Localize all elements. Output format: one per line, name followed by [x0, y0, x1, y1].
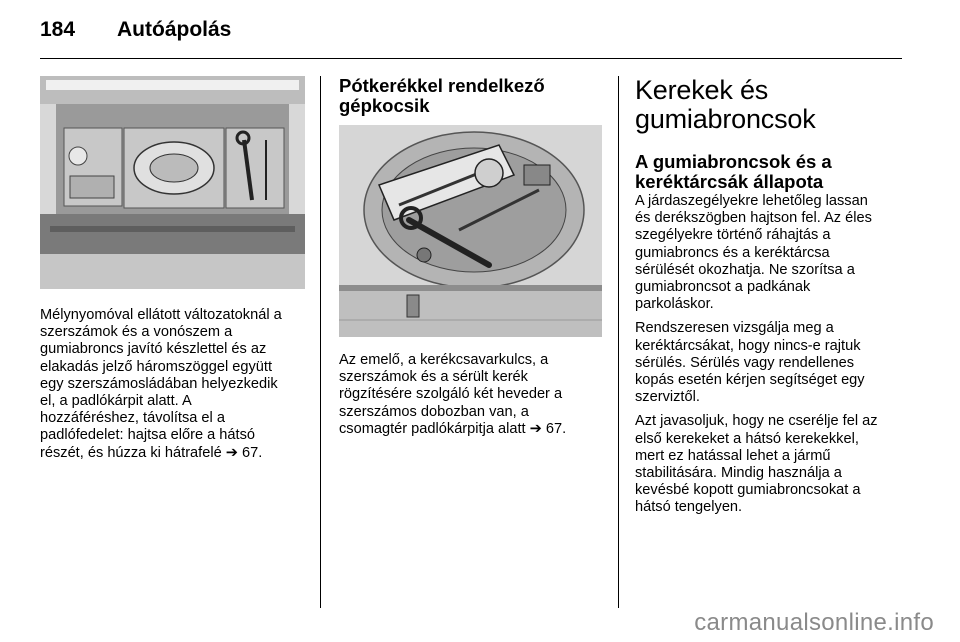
paragraph-inspect-rims: Rendszeresen vizsgálja meg a keréktárcsákat, hogy nincs-e rajtuk sérülés. Sérülés vagy rendellenes kopás esetén kérjen segítséget egy szerviztől.: [635, 320, 865, 406]
watermark: carmanualsonline.info: [694, 609, 934, 636]
left-figure-caption: Mélynyomóval ellátott változatoknál a szerszámok és a vonószem a gumiabroncs javító készlettel és az elakadás jelző háromszöggel együtt egy szerszámosládában helyezkedik el, a padlókárpit alatt. A hozzáféréshez, távolítsa el a padlófedelet: hajtsa előre a hátsó részét, és húzza ki hátrafelé ➔ 67.: [40, 307, 282, 461]
left-column: [40, 76, 305, 462]
middle-figure-caption: Az emelő, a kerékcsavarkulcs, a szerszámok és a sérült kerék rögzítésére szolgáló két heveder a szerszámos dobozban van, a csomagtér padlókárpitja alatt ➔ 67.: [339, 352, 567, 437]
column-divider-right: [618, 76, 619, 608]
column-divider-left: [320, 76, 321, 608]
chapter-section-title: Kerekek és gumiabroncsok: [635, 75, 816, 134]
subheading-tyre-condition: A gumiabroncsok és a keréktárcsák állapota: [635, 151, 832, 192]
paragraph-curbs: A járdaszegélyekre lehetőleg lassan és derékszögben hajtson fel. Az éles szegélyekre történő ráhajtás a gumiabroncs és a keréktárcsa sérülését okozhatja. Ne szorítsa a gumiabroncsot a padkának parkoláskor.: [635, 193, 872, 313]
right-column: [635, 76, 905, 524]
chapter-name: Autóápolás: [117, 18, 232, 41]
paragraph-wheel-rotation: Azt javasoljuk, hogy ne cserélje fel az első kerekeket a hátsó kerekekkel, mert ez hatással lehet a jármű stabilitására. Mindig használja a kevésbé kopott gumiabroncsokat a hátsó tengelyen.: [635, 413, 878, 516]
trunk-underfloor-tool-kit-image: [40, 76, 305, 289]
section-heading-spare-wheel: Pótkerékkel rendelkező gépkocsik: [339, 75, 545, 116]
middle-column: [339, 76, 604, 438]
spare-wheel-jack-wrench-image: [339, 125, 604, 337]
header-rule: [40, 58, 902, 59]
page-number: 184: [40, 18, 76, 41]
